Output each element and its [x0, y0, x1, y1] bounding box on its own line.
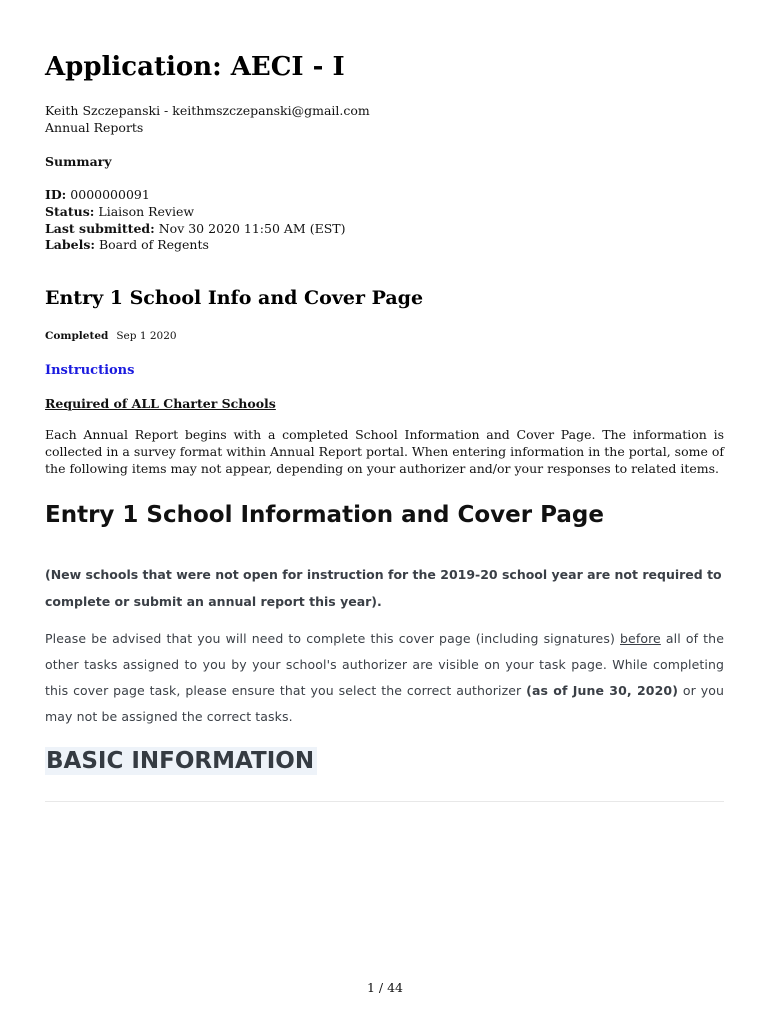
- entry-description: Each Annual Report begins with a completed School Information and Cover Page. The information is collected in a survey format within Annual Report portal. When entering information in the portal, some of the following items may not appear, depending on your authorizer and/or your responses to related items.: [45, 427, 724, 476]
- new-schools-note: (New schools that were not open for instruction for the 2019-20 school year are not required to complete or submit an annual report this year).: [45, 567, 722, 609]
- id-value: 0000000091: [70, 187, 150, 202]
- labels-value: Board of Regents: [98, 237, 209, 252]
- entry-status-label: Completed: [45, 330, 109, 342]
- status-value: Liaison Review: [98, 204, 195, 219]
- date-emphasis: (as of June 30, 2020): [526, 683, 679, 698]
- advise-paragraph: Please be advised that you will need to complete this cover page (including signatures) before all of the other tasks assigned to you by your school's authorizer are visible on your task page. While completing this cover page task, please ensure that you select the correct authorizer (as of June 30, 2020) or you may not be assigned the correct tasks.: [45, 631, 725, 724]
- section-label: Annual Reports: [45, 120, 144, 135]
- entry-status-date: Sep 1 2020: [116, 330, 177, 342]
- entry-heading: Entry 1 School Info and Cover Page: [45, 287, 424, 309]
- summary-status: [45, 204, 194, 220]
- labels-label: Labels:: [45, 237, 95, 252]
- section-divider: [45, 801, 724, 802]
- id-label: ID:: [45, 187, 67, 202]
- document-page: [45, 0, 724, 1024]
- before-emphasis: before: [620, 631, 661, 646]
- summary-labels: [45, 237, 209, 253]
- summary-id: [45, 187, 150, 203]
- user-line: Keith Szczepanski - keithmszczepanski@gmail.com: [45, 103, 370, 118]
- required-heading: Required of ALL Charter Schools: [45, 396, 276, 411]
- basic-information-heading: BASIC INFORMATION: [45, 747, 317, 775]
- status-label: Status:: [45, 204, 95, 219]
- summary-heading: Summary: [45, 154, 112, 169]
- submitted-value: Nov 30 2020 11:50 AM (EST): [158, 221, 346, 236]
- page-number: 1 / 44: [366, 980, 404, 995]
- form-heading: Entry 1 School Information and Cover Page: [45, 502, 604, 528]
- page-title: Application: AECI - I: [45, 52, 345, 82]
- submitted-label: Last submitted:: [45, 221, 155, 236]
- entry-status: [45, 330, 177, 342]
- summary-last-submitted: [45, 221, 345, 237]
- instructions-link[interactable]: Instructions: [45, 363, 135, 378]
